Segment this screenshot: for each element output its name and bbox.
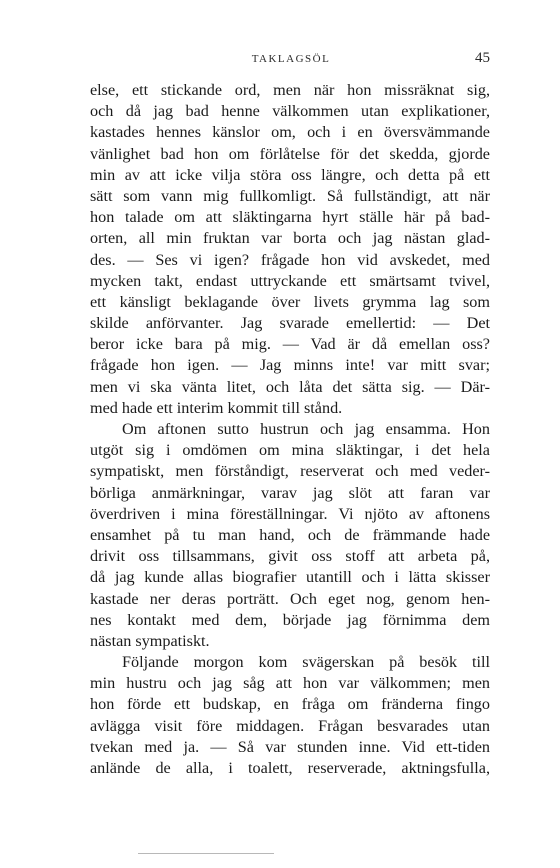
body-text (90, 80, 490, 779)
text-line: hon talade om att släktingarna hyrt ställe här på bad- (90, 208, 490, 227)
text-line: vänlighet bad hon om förlåtelse för det skedda, gjorde (90, 144, 490, 163)
paragraph (90, 652, 490, 779)
footer-rule (138, 853, 274, 854)
text-line: avlägga visit före middagen. Frågan besvarades utan (90, 716, 490, 735)
text-line: anlände de alla, i toalett, reserverade, aktningsfulla, (90, 759, 490, 777)
text-line: ett känsligt beklagande över livets grymma lag som (90, 292, 490, 311)
text-line: då jag kunde allas biografier utantill och i lätta skisser (90, 568, 490, 587)
text-line: else, ett stickande ord, men när hon missräknat sig, (90, 81, 490, 99)
text-line: nes kontakt med dem, började jag förnimma dem (90, 610, 490, 629)
paragraph (90, 419, 490, 652)
text-line: Om aftonen sutto hustrun och jag ensamma. Hon (122, 420, 490, 438)
text-line: sympatiskt, men förståndigt, reserverat och med veder- (90, 462, 490, 481)
text-line: kastade ner deras porträtt. Och eget nog, genom hen- (90, 589, 490, 608)
text-line: hon förde ett budskap, en fråga om fränderna fingo (90, 695, 490, 714)
text-line: mycken takt, endast uttryckande ett smärtsamt tvivel, (90, 271, 490, 290)
text-line: kastades hennes känslor om, och i en översvämmande (90, 123, 490, 142)
text-line: drivit oss tillsammans, givit oss stoff att arbeta på, (90, 547, 490, 566)
text-line: des. — Ses vi igen? frågade hon vid avskedet, med (90, 250, 490, 269)
text-line: ensamhet på tu man hand, och de främmande hade (90, 525, 490, 544)
text-line: tvekan med ja. — Så var stunden inne. Vid ett-tiden (90, 737, 490, 756)
text-line: nästan sympatiskt. (90, 631, 210, 650)
page-number: 45 (475, 50, 490, 66)
text-line: med hade ett interim kommit till stånd. (90, 398, 343, 417)
text-line: min av att icke vilja störa oss längre, och detta på ett (90, 165, 490, 184)
text-line: beror icke bara på mig. — Vad är då emellan oss? (90, 335, 490, 354)
text-line: utgöt sig i omdömen om mina släktingar, i det hela (90, 441, 490, 460)
text-line: Följande morgon kom svägerskan på besök till (122, 653, 490, 672)
text-line: börliga anmärkningar, varav jag slöt att faran var (90, 483, 490, 502)
text-line: frågade hon igen. — Jag minns inte! var mitt svar; (90, 356, 490, 375)
text-line: min hustru och jag såg att hon var välkommen; men (90, 674, 490, 693)
text-line: men vi ska vänta litet, och låta det sätta sig. — Där- (90, 377, 490, 396)
paragraph (90, 80, 490, 419)
text-line: orten, all min fruktan var borta och jag nästan glad- (90, 229, 490, 248)
text-line: och då jag bad henne välkommen utan explikationer, (90, 102, 490, 121)
text-line: överdriven i mina föreställningar. Vi njöto av aftonens (90, 504, 490, 523)
text-line: skilde anförvanter. Jag svarade emellertid: — Det (90, 314, 490, 333)
running-header (92, 50, 490, 70)
text-line: sätt som vann mig fullkomligt. Så fullständigt, att när (90, 186, 490, 205)
running-title: TAKLAGSÖL (251, 53, 331, 65)
